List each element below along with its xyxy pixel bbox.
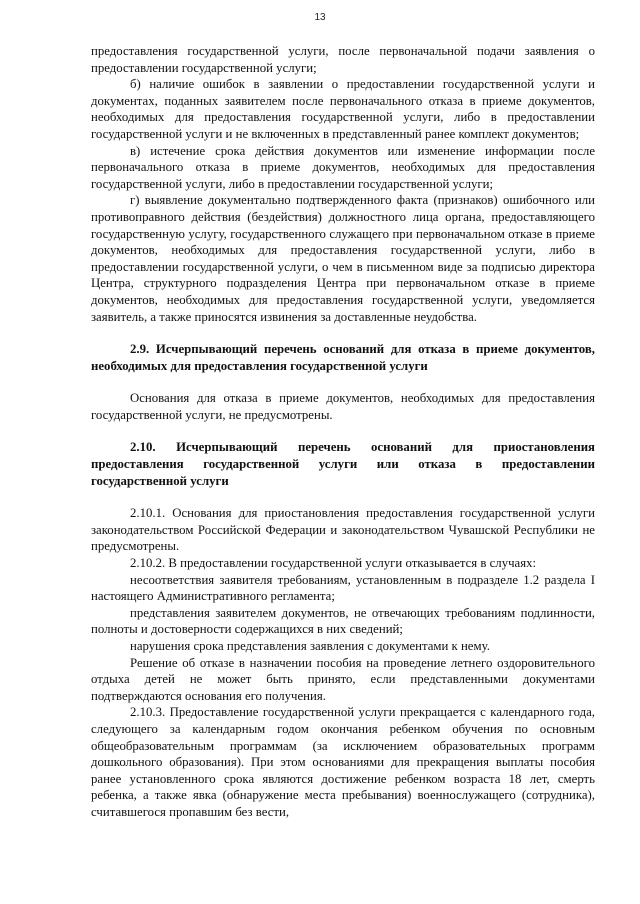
paragraph: нарушения срока представления заявления с документами к нему. bbox=[130, 639, 490, 653]
section-heading: 2.9. Исчерпывающий перечень оснований для отказа в приеме документов, необходимых для предоставления государственной услуги bbox=[91, 342, 595, 373]
paragraph: 2.10.1. Основания для приостановления предоставления государственной услуги законодательством Российской Федерации и законодательством Чувашской Республики не предусмотрены. bbox=[91, 506, 595, 554]
paragraph: представления заявителем документов, не отвечающих требованиям подлинности, полноты и достоверности содержащихся в них сведений; bbox=[91, 605, 595, 637]
paragraph: Решение об отказе в назначении пособия на проведение летнего оздоровительного отдыха детей не может быть принято, если представленными документами подтверждаются основания его получения. bbox=[91, 655, 595, 703]
paragraph: 2.10.2. В предоставлении государственной услуги отказывается в случаях: bbox=[130, 556, 537, 571]
paragraph-gap bbox=[91, 489, 595, 505]
page-number: 13 bbox=[314, 12, 326, 23]
paragraph-gap bbox=[91, 325, 595, 341]
paragraph: 2.10.3. Предоставление государственной услуги прекращается с календарного года, следующего за календарным годом окончания ребенком обучения по основным общеобразовательным программам (за исключением образовательных программ дошкольного образования). При этом основаниями для прекращения выплаты пособия ранее установленного срока являются достижение ребенком возраста 18 лет, смерть ребенка, а также явка (обнаружение места пребывания) военнослужащего (сотрудника), считавшегося пропавшим без вести, bbox=[91, 705, 595, 819]
document-body bbox=[91, 0, 595, 821]
paragraph-gap bbox=[91, 374, 595, 390]
paragraph: б) наличие ошибок в заявлении о предоставлении государственной услуги и документах, поданных заявителем после первоначального отказа в приеме документов, необходимых для предоставления государственной услуги, либо в предоставлении государственной услуги и не включенных в представленный ранее комплект документов; bbox=[91, 77, 595, 141]
section-heading: 2.10. Исчерпывающий перечень оснований для приостановления предоставления государственной услуги или отказа в предоставлении государственной услуги bbox=[91, 440, 595, 488]
paragraph: предоставления государственной услуги, после первоначальной подачи заявления о предоставлении государственной услуги; bbox=[91, 44, 595, 75]
paragraph-gap bbox=[91, 423, 595, 439]
paragraph: в) истечение срока действия документов или изменение информации после первоначального отказа в приеме документов, необходимых для предоставления государственной услуги, либо в предоставлении государственной услуги; bbox=[91, 143, 595, 191]
paragraph: несоответствия заявителя требованиям, установленным в подразделе 1.2 раздела I настоящего Административного регламента; bbox=[91, 572, 595, 604]
paragraph: г) выявление документально подтвержденного факта (признаков) ошибочного или противоправного действия (бездействия) должностного лица органа, предоставляющего государственную услугу, государственного служащего при первоначальном отказе в приеме документов, необходимых для предоставления государственной услуги, либо в предоставлении государственной услуги, о чем в письменном виде за подписью директора Центра, структурного подразделения Центра при первоначальном отказе в приеме документов, необходимых для предоставления государственной услуги, уведомляется заявитель, а также приносятся извинения за доставленные неудобства. bbox=[91, 193, 595, 324]
paragraph: Основания для отказа в приеме документов, необходимых для предоставления государственной услуги, не предусмотрены. bbox=[91, 391, 595, 422]
